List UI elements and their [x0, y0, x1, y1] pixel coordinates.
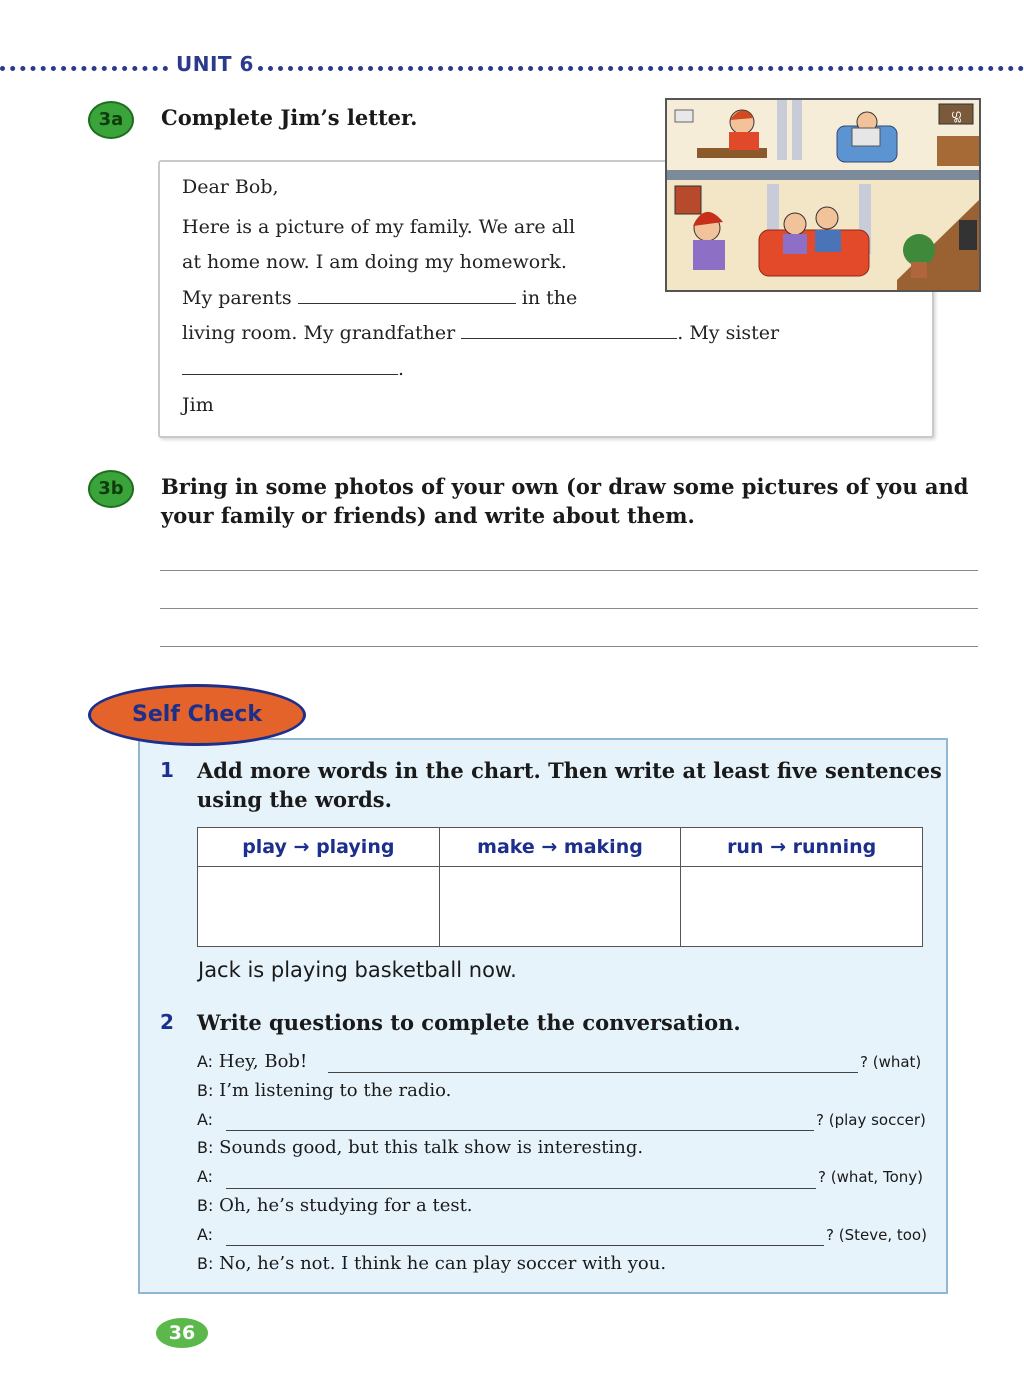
chart-header-play: play → playing	[198, 828, 440, 867]
hint-4: ? (Steve, too)	[826, 1226, 927, 1244]
hint-1: ? (what)	[860, 1053, 922, 1071]
exercise-3a-title: Complete Jim’s letter.	[161, 105, 418, 130]
speaker-label: B:	[197, 1138, 214, 1157]
letter-line-3	[182, 285, 577, 309]
question-1-number: 1	[160, 758, 174, 782]
conversation-line-2	[197, 1080, 451, 1101]
answer-line-3[interactable]	[226, 1188, 816, 1189]
writing-line-2[interactable]	[160, 608, 978, 609]
conversation-line-1	[197, 1051, 307, 1072]
conversation-line-4	[197, 1137, 643, 1158]
hint-3: ? (what, Tony)	[818, 1168, 923, 1186]
chart-cell-run[interactable]	[681, 867, 923, 947]
letter-line-3-start: My parents	[182, 287, 292, 309]
speaker-label: A:	[197, 1052, 214, 1071]
letter-line-1: Here is a picture of my family. We are all	[182, 216, 576, 238]
header-dots-right	[258, 66, 1024, 71]
letter-signature: Jim	[182, 394, 214, 416]
example-sentence: Jack is playing basketball now.	[198, 958, 517, 982]
speaker-label: A:	[197, 1225, 214, 1244]
letter-line-4-end: . My sister	[677, 322, 780, 344]
family-picture	[665, 98, 981, 292]
word-chart-header-row	[198, 828, 923, 867]
family-illustration	[667, 100, 979, 290]
letter-line-5	[182, 356, 404, 380]
exercise-3a-badge: 3a	[88, 101, 134, 139]
chart-header-run: run → running	[681, 828, 923, 867]
word-chart-answer-row	[198, 867, 923, 947]
conversation-text: Hey, Bob!	[218, 1051, 308, 1072]
letter-line-3-end: in the	[521, 287, 578, 309]
blank-grandfather[interactable]	[461, 320, 677, 339]
chart-header-make: make → making	[439, 828, 681, 867]
unit-title: UNIT 6	[176, 52, 254, 76]
conversation-text: I’m listening to the radio.	[219, 1080, 452, 1101]
page-number: 36	[156, 1318, 208, 1348]
chart-cell-make[interactable]	[439, 867, 681, 947]
exercise-3b-title-line-1: Bring in some photos of your own (or draw some pictures of you and	[161, 474, 969, 499]
word-chart	[197, 827, 923, 947]
answer-line-4[interactable]	[226, 1245, 824, 1246]
header-dots-left	[0, 66, 168, 71]
conversation-line-3	[197, 1109, 213, 1130]
question-2-text: Write questions to complete the conversation.	[197, 1010, 741, 1035]
speaker-label: A:	[197, 1167, 214, 1186]
speaker-label: B:	[197, 1254, 214, 1273]
blank-parents[interactable]	[298, 285, 516, 304]
picture-sign: ഗ്ല	[950, 108, 962, 121]
question-1-text-line-1: Add more words in the chart. Then write at least five sentences	[197, 758, 942, 783]
letter-line-4-start: living room. My grandfather	[182, 322, 456, 344]
speaker-label: B:	[197, 1196, 214, 1215]
answer-line-2[interactable]	[226, 1130, 814, 1131]
self-check-label: Self Check	[88, 684, 306, 746]
speaker-label: A:	[197, 1110, 214, 1129]
letter-line-5-end: .	[398, 358, 405, 380]
conversation-line-7	[197, 1224, 213, 1245]
conversation-line-5	[197, 1166, 213, 1187]
exercise-3b-badge: 3b	[88, 470, 134, 508]
writing-line-1[interactable]	[160, 570, 978, 571]
conversation-line-8	[197, 1253, 666, 1274]
question-1-text-line-2: using the words.	[197, 787, 392, 812]
hint-2: ? (play soccer)	[816, 1111, 926, 1129]
conversation-text: Oh, he’s studying for a test.	[219, 1195, 473, 1216]
speaker-label: B:	[197, 1081, 214, 1100]
question-2-number: 2	[160, 1010, 174, 1034]
letter-line-2: at home now. I am doing my homework.	[182, 251, 567, 273]
answer-line-1[interactable]	[328, 1072, 858, 1073]
chart-cell-play[interactable]	[198, 867, 440, 947]
exercise-3b-title-line-2: your family or friends) and write about them.	[161, 503, 695, 528]
conversation-line-6	[197, 1195, 473, 1216]
blank-sister[interactable]	[182, 356, 398, 375]
letter-greeting: Dear Bob,	[182, 176, 279, 198]
conversation-text: Sounds good, but this talk show is interesting.	[219, 1137, 644, 1158]
conversation-text: No, he’s not. I think he can play soccer with you.	[219, 1253, 667, 1274]
letter-line-4	[182, 320, 779, 344]
writing-line-3[interactable]	[160, 646, 978, 647]
